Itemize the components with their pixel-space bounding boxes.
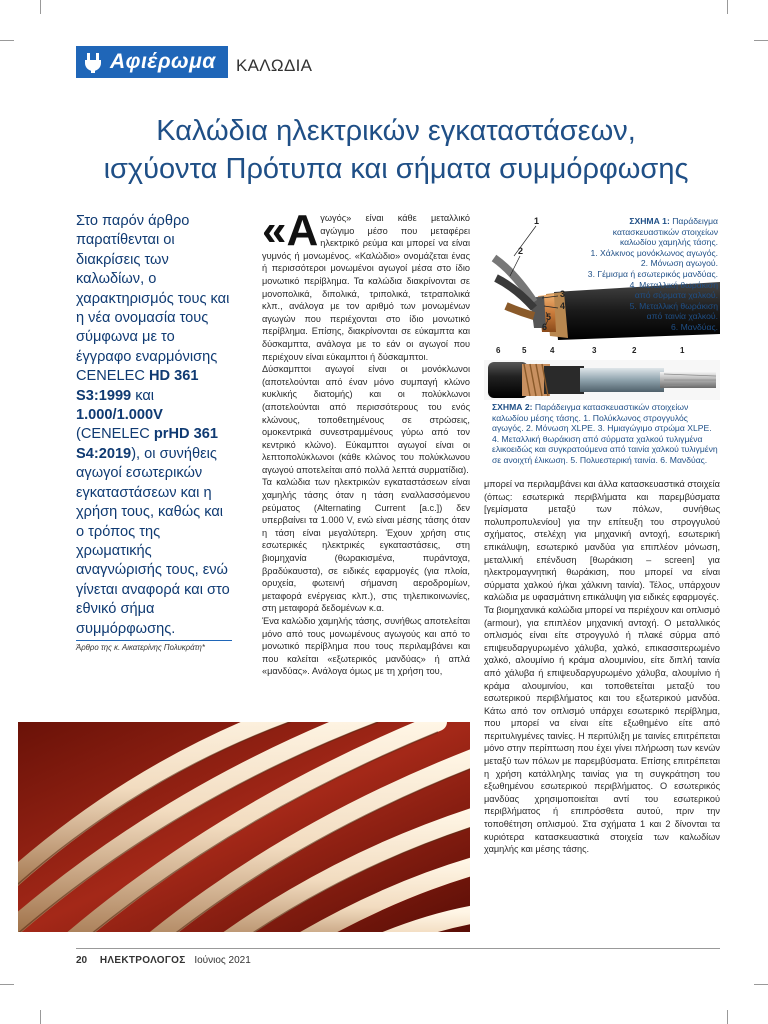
- body-column-1: [262, 206, 470, 678]
- paragraph: Τα βιομηχανικά καλώδια μπορεί να περιέχουν και οπλισμό (armour), για επιπλέον μηχανική αντοχή. Ο μεταλλικός οπλισμός είναι είτε στρογγυλό ή πλακέ σύρμα από επιψευδαργυρωμένο χάλυβα, χαλκό, επικασσιτερωμένο χαλκό, αλουμίνιο ή κράμα αλουμινίου, είτε διπλή ταινία από χάλυβα ή επιψευδαργυρωμένο χάλυβα, αλουμίνιο ή κράμα αλουμινίου, και τοποθετείται μεταξύ του εσωτερικού περιβλήματος και του εξωτερικού μανδύα. Κάτω από τον οπλισμό υπάρχει εσωτερικό περίβλημα, που μπορεί να είναι είτε εξωθημένο είτε από περιτυλιγμένες ταινίες. Η περιτύλιξη με ταινίες επιτρέπεται μόνο στην περίπτωση που έχει γίνει πλήρωση των κενών μεταξύ των πόλων με παρεμβύσματα. Επίσης επιτρέπεται η χρήση κατάλληλης ταινίας για τη συγκράτηση του εξωθημένου εσωτερικού περιβλήματος. Ο εσωτερικός μανδύας χρησιμοποιείται αντί του εσωτερικού περιβλήματος ή επιπρόσθετα αυτού, πριν την τοποθέτηση οπλισμού. Στα σχήματα 1 και 2 δίνονται τα κυριότερα κατασκευαστικά στοιχεία των καλωδίων χαμηλής και μέσης τάσης.: [484, 604, 720, 855]
- figure-2-label: 2: [632, 346, 637, 355]
- crop-mark: [40, 1010, 41, 1024]
- caption-line: 5. Μεταλλική θωράκιση: [629, 300, 718, 311]
- paragraph: Τα καλώδια των ηλεκτρικών εγκαταστάσεων είναι χαμηλής τάσης όταν η τάση εναλλασσόμενου ρεύματος (Alternating Current [a.c.]) δεν υπερβαίνει τα 1.000 V, ενώ είναι μέσης τάσης όταν η τάση είναι μεγαλύτερη. Έχουν χρήση στις εσωτερικές ηλεκτρικές εγκαταστάσεις, στη βιομηχανία (θωρακισμένα, πυράντοχα, βραδύκαυστα), σε ειδικές εφαρμογές (για πλοία, ορυχεία, φωτεινή σήμανση αεροδρομίων, μεταφορά ενέργειας κλπ.), στις τηλεπικοινωνίες, στη μεταφορά δεδομένων κ.α.: [262, 477, 470, 614]
- figure-2-heading: ΣΧΗΜΑ 2:: [492, 402, 533, 412]
- figure-2-caption-text: Παράδειγμα κατασκευαστικών στοιχείων καλωδίου μέσης τάσης. 1. Πολύκλωνος στρογγυλός αγωγός. 2. Μόνωση XLPE. 3. Ημιαγώγιμο στρώμα XLPE. 4. Μεταλλική θωράκιση από σύρματα χαλκού τυλιγμένα ελικοειδώς και συγκρατούμενα από ταινία χαλκού τυλιγμένη σε ανοιχτή έλικωση. 5. Πολυεστερική ταινία. 6. Μανδύας.: [492, 402, 718, 465]
- author-credit: Άρθρο της κ. Αικατερίνης Πολυκράτη*: [76, 643, 205, 652]
- cables-photo: [18, 722, 470, 932]
- figure-2-illustration: [484, 358, 720, 400]
- figure-1-heading: ΣΧΗΜΑ 1:: [629, 216, 670, 226]
- publication-name: ΗΛΕΚΤΡΟΛΟΓΟΣ: [99, 955, 186, 966]
- lead-text: και: [131, 387, 155, 404]
- figure-2-labels: [488, 346, 718, 358]
- lead-bold: 1.000/1.000V: [76, 407, 163, 424]
- crop-mark: [0, 984, 14, 985]
- caption-line: καλωδίου χαμηλής τάσης.: [619, 237, 718, 248]
- crop-mark: [727, 0, 728, 14]
- paragraph: Δύσκαμπτοι αγωγοί είναι οι μονόκλωνοι (αποτελούνται από έναν μόνο συμπαγή κλώνο κυκλικής διατομής) και οι πολύκλωνοι (αποτελούνται από περισσότερους του ενός κλώνους, τοποθετημένους σε στρώσεις, ομοκεντρικά συνεστραμμένους γύρω από τον κεντρικό κλώνο). Εύκαμπτοι αγωγοί είναι οι λεπτοπολύκλωνοι (κάθε κλώνος του πολύκλωνου αγωγού αποτελείται από πολλά λεπτά συρματίδια).: [262, 364, 470, 475]
- figure-1-caption: [580, 216, 718, 333]
- paragraph: Ένα καλώδιο χαμηλής τάσης, συνήθως αποτελείται μόνο από τους μονωμένους αγωγούς και από το μονωτικό περίβλημα που τους περιλαμβάνει και που καλείται «εξωτερικός μανδύας» ή απλά «μανδύας». Ανάλογα όμως με τη χρήση του,: [262, 616, 470, 677]
- figure-2-label: 4: [550, 346, 555, 355]
- page-number: 20: [76, 955, 88, 966]
- figure-2-label: 3: [592, 346, 597, 355]
- crop-mark: [754, 984, 768, 985]
- page-footer: [76, 955, 251, 966]
- article-title: [76, 112, 716, 188]
- crop-mark: [40, 0, 41, 14]
- figure-2-label: 6: [496, 346, 501, 355]
- article-lead: [76, 212, 232, 639]
- lead-bold: prHD 361 S4:2019: [76, 426, 218, 462]
- figure-1-label: 1: [534, 216, 540, 226]
- title-line-1: Καλώδια ηλεκτρικών εγκαταστάσεων,: [156, 115, 636, 147]
- caption-line: 4. Μεταλλική θωράκιση: [629, 279, 718, 290]
- figure-1-label: 5: [546, 312, 552, 322]
- lead-text: ), οι συνήθεις αγωγοί εσωτερικών εγκαταστάσεων και η χρήση τους, καθώς και ο τρόπος της χρωματικής αναγνώρισής τους, ενώ γίνεται αναφορά και στο εθνικό σήμα συμμόρφωσης.: [76, 445, 230, 637]
- issue-date: Ιούνιος 2021: [194, 955, 251, 966]
- crop-mark: [754, 40, 768, 41]
- section-name: ΚΑΛΩΔΙΑ: [236, 56, 313, 75]
- crop-mark: [0, 40, 14, 41]
- caption-line: 6. Μανδύας.: [671, 321, 718, 332]
- crop-mark: [727, 1010, 728, 1024]
- caption-line: από σύρματα χαλκού.: [634, 290, 718, 301]
- author-divider: [76, 640, 232, 641]
- plug-logo-icon: [80, 49, 106, 75]
- lead-text: (CENELEC: [76, 426, 154, 443]
- caption-line: κατασκευαστικών στοιχείων: [612, 226, 718, 237]
- drop-cap: «Α: [262, 206, 319, 255]
- figure-1-label: 2: [518, 246, 524, 256]
- figure-2-label: 5: [522, 346, 527, 355]
- lead-text: Στο παρόν άρθρο παρατίθενται οι διακρίσεις των καλωδίων, ο χαρακτηρισμός τους και η νέα ονομασία τους σύμφωνα με το έγγραφο εναρμόνισης CENELEC: [76, 213, 230, 385]
- lead-bold: HD 361 S3:1999: [76, 368, 199, 404]
- figure-1-label: 4: [560, 301, 566, 311]
- caption-line: από ταινία χαλκού.: [646, 311, 718, 322]
- paragraph: μπορεί να περιλαμβάνει και άλλα κατασκευαστικά στοιχεία (όπως: εσωτερικά περιβλήματα και παρεμβύσματα [γεμίσματα μεταξύ των πόλων, συνήθως πολυπροπυλενίου] για την επίτευξη του στρογγυλού σχήματος, στελέχη για μηχανική αντοχή, εσωτερική επικάλυψη, εσωτερικό μανδύα για επιπλέον μόνωση, μεταλλική επένδυση [θωράκιση – screen] για ηλεκτρομαγνητική θωράκιση, που μπορεί να είναι σύρματα χαλκού ή/και χάλκινη ταινία). Τέλος, υπάρχουν καλώδια με υφασμάτινη επικάλυψη για ειδικές εφαρμογές.: [484, 479, 720, 603]
- figure-1-label: 6: [542, 322, 548, 332]
- paragraph: γωγός» είναι κάθε μεταλλικό αγώγιμο μέσο που μεταφέρει ηλεκτρικό ρεύμα και μπορεί να είναι γυμνός ή μονωμένος. «Καλώδιο» ονομάζεται ένας ή περισσότεροι μονωμένοι αγωγοί μέσα στο ίδιο μονωτικό περίβλημα. Τα καλώδια διακρίνονται σε μονοπολικά, διπολικά, τριπολικά, τετραπολικά κλπ., ανάλογα με τον αριθμό των μονωμένων αγωγών που περιέχονται στο ίδιο μονωτικό περίβλημα. Επίσης, διακρίνονται σε εύκαμπτα και δύσκαμπτα, ανάλογα με το εάν οι αγωγοί που περιέχουν είναι εύκαμπτοι ή δύσκαμπτοι.: [262, 213, 470, 362]
- caption-line: 3. Γέμισμα ή εσωτερικός μανδύας.: [587, 268, 718, 279]
- figure-2-caption: [492, 402, 718, 466]
- footer-divider: [76, 948, 720, 949]
- title-line-2: ισχύοντα Πρότυπα και σήματα συμμόρφωσης: [103, 153, 689, 185]
- figure-2-label: 1: [680, 346, 685, 355]
- caption-line: Παράδειγμα: [672, 216, 718, 226]
- body-column-2: [484, 478, 720, 856]
- section-badge: [76, 46, 228, 78]
- caption-line: 2. Μόνωση αγωγού.: [640, 258, 718, 269]
- caption-line: 1. Χάλκινος μονόκλωνος αγωγός.: [590, 247, 718, 258]
- figure-1-label: 3: [560, 289, 566, 299]
- badge-label: Αφιέρωμα: [110, 50, 216, 73]
